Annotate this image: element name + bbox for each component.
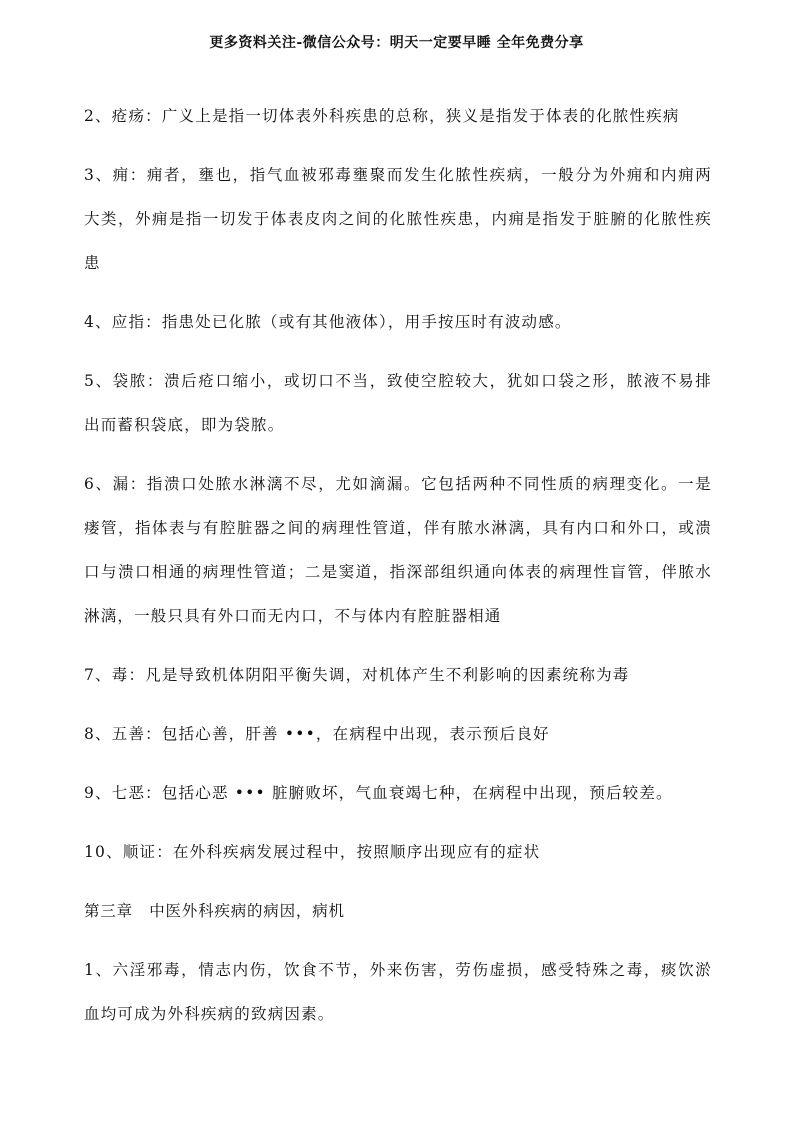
paragraph-wushan: 8、五善：包括心善，肝善 •••，在病程中出现，表示预后良好 bbox=[84, 725, 550, 743]
paragraph-bingyin: 1、六淫邪毒，情志内伤，饮食不节，外来伤害，劳伤虚损，感受特殊之毒，痰饮淤血均可成为外科疾病的致病因素。 bbox=[84, 961, 712, 1023]
paragraph-yingzhi: 4、应指：指患处已化脓（或有其他液体），用手按压时有波动感。 bbox=[84, 313, 572, 331]
document-body bbox=[84, 94, 712, 1051]
page-header: 更多资料关注-微信公众号：明天一定要早睡 全年免费分享 bbox=[209, 35, 584, 51]
paragraph-lou: 6、漏：指溃口处脓水淋漓不尽，尤如滴漏。它包括两种不同性质的病理变化。一是瘘管，指体表与有腔脏器之间的病理性管道，伴有脓水淋漓，具有内口和外口，或溃口与溃口相通的病理性管道；二是窦道，指深部组织通向体表的病理性盲管，伴脓水淋漓，一般只具有外口而无内口，不与体内有腔脏器相通 bbox=[84, 475, 712, 625]
paragraph-qie: 9、七恶：包括心恶 ••• 脏腑败坏，气血衰竭七种，在病程中出现，预后较差。 bbox=[84, 784, 673, 802]
paragraph-chuangyang: 2、疮疡：广义上是指一切体表外科疾患的总称，狭义是指发于体表的化脓性疾病 bbox=[84, 107, 680, 125]
paragraph-yong: 3、痈：痈者，壅也，指气血被邪毒壅聚而发生化脓性疾病，一般分为外痈和内痈两大类，外痈是指一切发于体表皮肉之间的化脓性疾患，内痈是指发于脏腑的化脓性疾患 bbox=[84, 166, 712, 272]
chapter-heading: 第三章 中医外科疾病的病因，病机 bbox=[84, 902, 345, 920]
paragraph-du: 7、毒：凡是导致机体阴阳平衡失调，对机体产生不利影响的因素统称为毒 bbox=[84, 666, 630, 684]
paragraph-dainong: 5、袋脓：溃后疮口缩小，或切口不当，致使空腔较大，犹如口袋之形，脓液不易排出而蓄积袋底，即为袋脓。 bbox=[84, 372, 712, 434]
paragraph-shunzheng: 10、顺证：在外科疾病发展过程中，按照顺序出现应有的症状 bbox=[84, 843, 541, 861]
